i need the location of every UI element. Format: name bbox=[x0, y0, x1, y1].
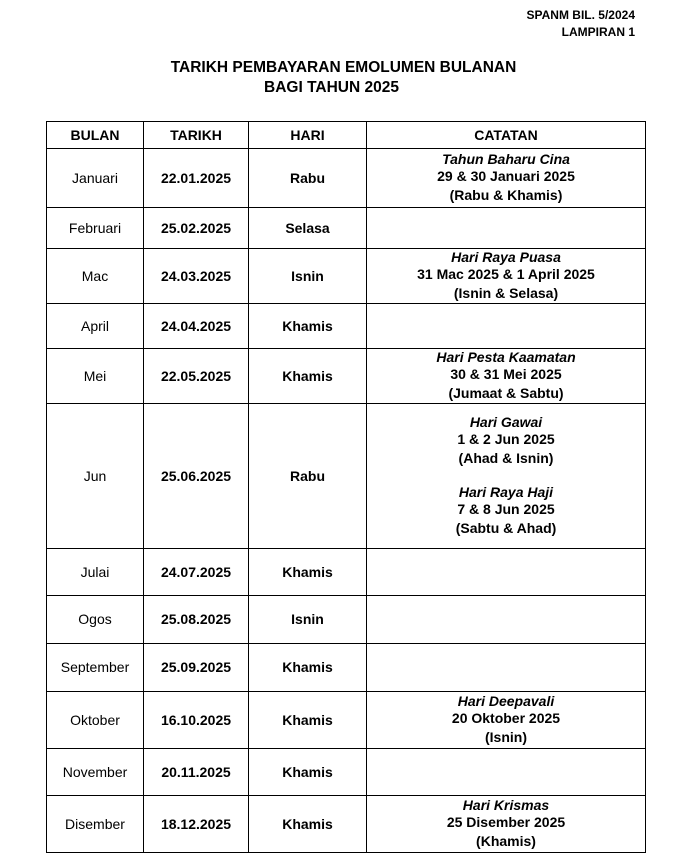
holiday-note bbox=[367, 249, 645, 303]
cell-tarikh: 25.09.2025 bbox=[144, 644, 249, 692]
cell-bulan: Mei bbox=[47, 349, 144, 404]
cell-bulan: September bbox=[47, 644, 144, 692]
cell-bulan: Jun bbox=[47, 404, 144, 549]
table-row bbox=[47, 304, 646, 349]
holiday-days: (Sabtu & Ahad) bbox=[455, 520, 557, 536]
cell-tarikh: 18.12.2025 bbox=[144, 796, 249, 853]
table-row bbox=[47, 692, 646, 749]
table-row bbox=[47, 749, 646, 796]
table-header-row bbox=[47, 122, 646, 149]
holiday-dates: 29 & 30 Januari 2025 bbox=[437, 168, 575, 184]
holiday-dates: 20 Oktober 2025 bbox=[451, 710, 561, 726]
holiday-name: Hari Pesta Kaamatan bbox=[436, 349, 576, 365]
cell-bulan: Ogos bbox=[47, 596, 144, 644]
payment-schedule-table bbox=[46, 121, 646, 853]
holiday-note bbox=[367, 484, 645, 538]
reference-number: SPANM BIL. 5/2024 bbox=[526, 8, 635, 22]
cell-tarikh: 25.02.2025 bbox=[144, 208, 249, 249]
cell-bulan: Mac bbox=[47, 249, 144, 304]
document-reference bbox=[527, 7, 635, 41]
document-title bbox=[0, 58, 685, 98]
cell-catatan bbox=[367, 549, 646, 596]
table-row bbox=[47, 796, 646, 853]
holiday-name: Hari Gawai bbox=[469, 414, 543, 430]
table-row bbox=[47, 644, 646, 692]
cell-catatan bbox=[367, 644, 646, 692]
cell-catatan bbox=[367, 749, 646, 796]
cell-catatan bbox=[367, 249, 646, 304]
holiday-days: (Isnin) bbox=[485, 729, 527, 745]
cell-tarikh: 24.03.2025 bbox=[144, 249, 249, 304]
cell-tarikh: 25.06.2025 bbox=[144, 404, 249, 549]
holiday-name: Hari Krismas bbox=[462, 797, 550, 813]
table-row bbox=[47, 349, 646, 404]
holiday-dates: 7 & 8 Jun 2025 bbox=[457, 501, 555, 517]
title-line-2: BAGI TAHUN 2025 bbox=[264, 79, 399, 96]
table-row bbox=[47, 249, 646, 304]
table-row bbox=[47, 208, 646, 249]
event-spacer bbox=[367, 468, 645, 484]
holiday-dates: 31 Mac 2025 & 1 April 2025 bbox=[417, 266, 595, 282]
cell-catatan bbox=[367, 304, 646, 349]
holiday-name: Hari Raya Puasa bbox=[451, 249, 561, 265]
cell-hari: Rabu bbox=[249, 149, 367, 208]
column-header-catatan: CATATAN bbox=[367, 122, 646, 149]
cell-hari: Khamis bbox=[249, 644, 367, 692]
cell-catatan bbox=[367, 596, 646, 644]
holiday-name: Hari Raya Haji bbox=[458, 484, 554, 500]
cell-bulan: Julai bbox=[47, 549, 144, 596]
column-header-hari: HARI bbox=[249, 122, 367, 149]
holiday-name: Hari Deepavali bbox=[457, 693, 555, 709]
cell-hari: Isnin bbox=[249, 249, 367, 304]
holiday-days: (Khamis) bbox=[476, 833, 536, 849]
column-header-tarikh: TARIKH bbox=[144, 122, 249, 149]
cell-tarikh: 22.05.2025 bbox=[144, 349, 249, 404]
column-header-bulan: BULAN bbox=[47, 122, 144, 149]
cell-hari: Khamis bbox=[249, 304, 367, 349]
cell-bulan: Januari bbox=[47, 149, 144, 208]
holiday-name: Tahun Baharu Cina bbox=[442, 151, 570, 167]
cell-hari: Khamis bbox=[249, 349, 367, 404]
table-row bbox=[47, 404, 646, 549]
holiday-note bbox=[367, 414, 645, 468]
attachment-label: LAMPIRAN 1 bbox=[561, 25, 635, 39]
holiday-note bbox=[367, 797, 645, 851]
cell-catatan bbox=[367, 349, 646, 404]
cell-hari: Khamis bbox=[249, 692, 367, 749]
cell-bulan: Februari bbox=[47, 208, 144, 249]
holiday-days: (Jumaat & Sabtu) bbox=[448, 385, 564, 401]
cell-hari: Khamis bbox=[249, 549, 367, 596]
cell-tarikh: 25.08.2025 bbox=[144, 596, 249, 644]
cell-tarikh: 24.04.2025 bbox=[144, 304, 249, 349]
cell-tarikh: 16.10.2025 bbox=[144, 692, 249, 749]
cell-hari: Selasa bbox=[249, 208, 367, 249]
holiday-dates: 30 & 31 Mei 2025 bbox=[450, 366, 562, 382]
cell-catatan bbox=[367, 149, 646, 208]
holiday-days: (Rabu & Khamis) bbox=[449, 187, 563, 203]
cell-tarikh: 20.11.2025 bbox=[144, 749, 249, 796]
holiday-note bbox=[367, 693, 645, 747]
cell-catatan bbox=[367, 208, 646, 249]
cell-tarikh: 24.07.2025 bbox=[144, 549, 249, 596]
table-row bbox=[47, 596, 646, 644]
table-row bbox=[47, 149, 646, 208]
holiday-dates: 1 & 2 Jun 2025 bbox=[457, 431, 555, 447]
cell-bulan: April bbox=[47, 304, 144, 349]
cell-bulan: November bbox=[47, 749, 144, 796]
holiday-note bbox=[367, 349, 645, 403]
cell-catatan bbox=[367, 692, 646, 749]
holiday-days: (Isnin & Selasa) bbox=[453, 285, 559, 301]
cell-hari: Isnin bbox=[249, 596, 367, 644]
table-row bbox=[47, 549, 646, 596]
holiday-dates: 25 Disember 2025 bbox=[446, 814, 566, 830]
cell-hari: Rabu bbox=[249, 404, 367, 549]
cell-catatan bbox=[367, 796, 646, 853]
cell-bulan: Disember bbox=[47, 796, 144, 853]
title-line-1: TARIKH PEMBAYARAN EMOLUMEN BULANAN bbox=[170, 59, 517, 76]
cell-bulan: Oktober bbox=[47, 692, 144, 749]
cell-hari: Khamis bbox=[249, 749, 367, 796]
cell-tarikh: 22.01.2025 bbox=[144, 149, 249, 208]
holiday-note bbox=[367, 151, 645, 205]
cell-catatan bbox=[367, 404, 646, 549]
cell-hari: Khamis bbox=[249, 796, 367, 853]
holiday-days: (Ahad & Isnin) bbox=[458, 450, 554, 466]
